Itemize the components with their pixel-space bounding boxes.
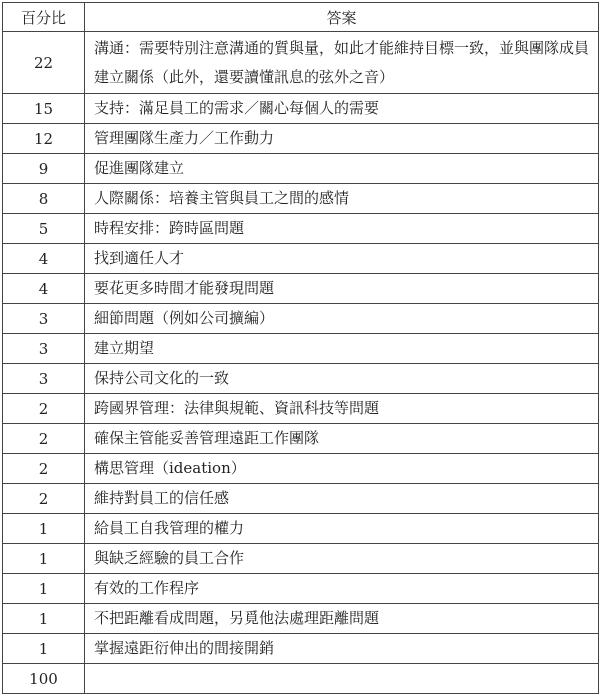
row-answer: 支持：滿足員工的需求／關心每個人的需要 (85, 94, 599, 124)
table-row (3, 514, 599, 544)
row-answer: 維持對員工的信任感 (85, 484, 599, 514)
row-answer: 與缺乏經驗的員工合作 (85, 544, 599, 574)
row-answer: 找到適任人才 (85, 244, 599, 274)
table-row (3, 214, 599, 244)
table-row (3, 634, 599, 664)
table-row (3, 94, 599, 124)
row-answer: 跨國界管理：法律與規範、資訊科技等問題 (85, 394, 599, 424)
table-row (3, 274, 599, 304)
row-percent: 1 (3, 544, 85, 574)
row-percent: 1 (3, 634, 85, 664)
row-answer: 確保主管能妥善管理遠距工作團隊 (85, 424, 599, 454)
row-answer: 建立期望 (85, 334, 599, 364)
row-percent: 4 (3, 244, 85, 274)
row-answer: 人際關係：培養主管與員工之間的感情 (85, 184, 599, 214)
row-answer: 溝通：需要特別注意溝通的質與量，如此才能維持目標一致，並與團隊成員建立關係（此外，還要讀懂訊息的弦外之音） (85, 32, 599, 94)
row-percent: 1 (3, 604, 85, 634)
row-percent: 8 (3, 184, 85, 214)
row-percent: 9 (3, 154, 85, 184)
row-answer: 促進團隊建立 (85, 154, 599, 184)
row-answer: 構思管理（ideation） (85, 454, 599, 484)
row-answer: 保持公司文化的一致 (85, 364, 599, 394)
row-percent: 5 (3, 214, 85, 244)
header-percent: 百分比 (3, 3, 85, 32)
row-answer: 不把距離看成問題，另覓他法處理距離問題 (85, 604, 599, 634)
survey-results-table-container (2, 2, 598, 694)
table-row (3, 424, 599, 454)
row-percent: 15 (3, 94, 85, 124)
table-row (3, 304, 599, 334)
table-row (3, 124, 599, 154)
row-percent: 3 (3, 304, 85, 334)
row-answer: 給員工自我管理的權力 (85, 514, 599, 544)
row-percent: 12 (3, 124, 85, 154)
table-row (3, 184, 599, 214)
total-percent: 100 (3, 664, 85, 694)
row-percent: 1 (3, 574, 85, 604)
row-percent: 3 (3, 334, 85, 364)
row-percent: 3 (3, 364, 85, 394)
header-row (3, 3, 599, 32)
table-row (3, 244, 599, 274)
row-answer: 細節問題（例如公司擴編） (85, 304, 599, 334)
row-answer: 掌握遠距衍伸出的間接開銷 (85, 634, 599, 664)
row-percent: 2 (3, 394, 85, 424)
row-percent: 4 (3, 274, 85, 304)
table-row (3, 484, 599, 514)
row-percent: 2 (3, 484, 85, 514)
row-answer: 管理團隊生產力／工作動力 (85, 124, 599, 154)
table-row (3, 334, 599, 364)
table-row (3, 154, 599, 184)
total-answer (85, 664, 599, 694)
row-answer: 有效的工作程序 (85, 574, 599, 604)
table-row (3, 32, 599, 94)
table-row (3, 544, 599, 574)
table-body (3, 32, 599, 664)
survey-results-table (2, 2, 599, 694)
row-percent: 1 (3, 514, 85, 544)
table-row (3, 364, 599, 394)
table-row (3, 394, 599, 424)
table-row (3, 454, 599, 484)
table-row (3, 604, 599, 634)
row-answer: 時程安排：跨時區問題 (85, 214, 599, 244)
row-percent: 2 (3, 454, 85, 484)
table-row (3, 574, 599, 604)
row-percent: 22 (3, 32, 85, 94)
row-percent: 2 (3, 424, 85, 454)
total-row (3, 664, 599, 694)
header-answer: 答案 (85, 3, 599, 32)
row-answer: 要花更多時間才能發現問題 (85, 274, 599, 304)
